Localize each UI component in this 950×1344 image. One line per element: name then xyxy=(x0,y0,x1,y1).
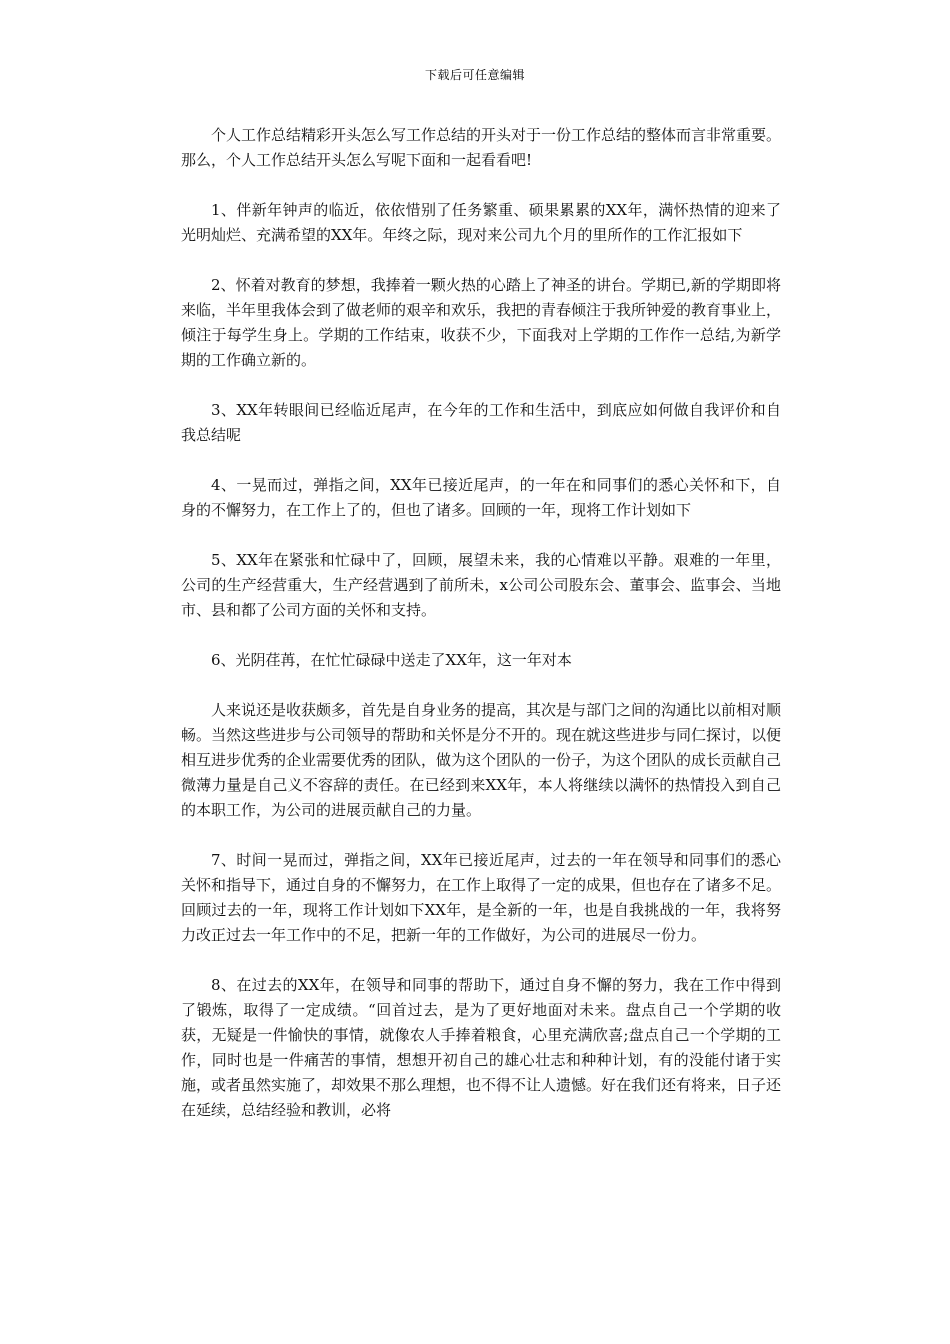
paragraph-2: 2、怀着对教育的梦想，我捧着一颗火热的心踏上了神圣的讲台。学期已,新的学期即将来临，半年里我体会到了做老师的艰辛和欢乐，我把的青春倾注于我所钟爱的教育事业上，倾注于每学生身上。学期的工作结束，收获不少，下面我对上学期的工作作一总结,为新学期的工作确立新的。 xyxy=(181,276,782,369)
intro-paragraph: 个人工作总结精彩开头怎么写工作总结的开头对于一份工作总结的整体而言非常重要。那么，个人工作总结开头怎么写呢下面和一起看看吧! xyxy=(181,126,782,169)
page-header-note: 下载后可任意编辑 xyxy=(424,68,525,82)
document-body xyxy=(181,123,781,1148)
paragraph-4: 4、一晃而过，弹指之间，XX年已接近尾声，的一年在和同事们的悉心关怀和下，自身的不懈努力，在工作上了的，但也了诸多。回顾的一年，现将工作计划如下 xyxy=(181,476,781,519)
paragraph-3: 3、XX年转眼间已经临近尾声，在今年的工作和生活中，到底应如何做自我评价和自我总结呢 xyxy=(181,401,781,444)
paragraph-1: 1、伴新年钟声的临近，依依惜别了任务繁重、硕果累累的XX年，满怀热情的迎来了光明灿烂、充满希望的XX年。年终之际，现对来公司九个月的里所作的工作汇报如下 xyxy=(181,201,781,244)
paragraph-5: 5、XX年在紧张和忙碌中了，回顾，展望未来，我的心情难以平静。艰难的一年里，公司的生产经营重大，生产经营遇到了前所未，x公司公司股东会、董事会、监事会、当地市、县和都了公司方面的关怀和支持。 xyxy=(181,551,781,619)
paragraph-7: 7、时间一晃而过，弹指之间，XX年已接近尾声，过去的一年在领导和同事们的悉心关怀和指导下，通过自身的不懈努力，在工作上取得了一定的成果，但也存在了诸多不足。回顾过去的一年，现将工作计划如下XX年，是全新的一年，也是自我挑战的一年，我将努力改正过去一年工作中的不足，把新一年的工作做好，为公司的进展尽一份力。 xyxy=(181,851,782,944)
paragraph-6-continued: 人来说还是收获颇多，首先是自身业务的提高，其次是与部门之间的沟通比以前相对顺畅。当然这些进步与公司领导的帮助和关怀是分不开的。现在就这些进步与同仁探讨，以便相互进步优秀的企业需要优秀的团队，做为这个团队的一份子，为这个团队的成长贡献自己微薄力量是自己义不容辞的责任。在已经到来XX年，本人将继续以满怀的热情投入到自己的本职工作，为公司的进展贡献自己的力量。 xyxy=(181,701,782,819)
paragraph-8: 8、在过去的XX年，在领导和同事的帮助下，通过自身不懈的努力，我在工作中得到了锻炼，取得了一定成绩。“回首过去，是为了更好地面对未来。盘点自己一个学期的收获，无疑是一件愉快的事情，就像农人手捧着粮食，心里充满欣喜;盘点自己一个学期的工作，同时也是一件痛苦的事情，想想开初自己的雄心壮志和种种计划，有的没能付诸于实施，或者虽然实施了，却效果不那么理想，也不得不让人遗憾。好在我们还有将来，日子还在延续，总结经验和教训，必将 xyxy=(181,976,782,1119)
paragraph-6: 6、光阴荏苒，在忙忙碌碌中送走了XX年，这一年对本 xyxy=(211,651,572,669)
